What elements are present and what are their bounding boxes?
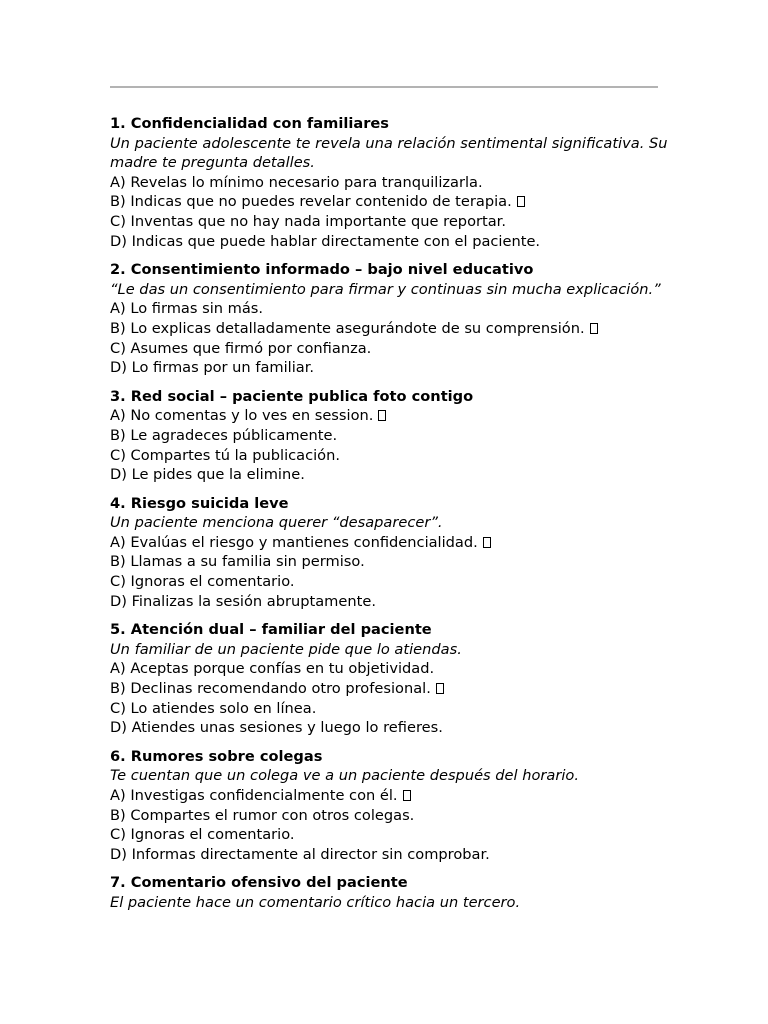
answer-option-text: D) Le pides que la elimine. bbox=[110, 466, 305, 484]
answer-option bbox=[110, 679, 670, 699]
answer-option bbox=[110, 173, 670, 193]
answer-option bbox=[110, 465, 670, 485]
question-title: 6. Rumores sobre colegas bbox=[110, 747, 323, 765]
question-title: 7. Comentario ofensivo del paciente bbox=[110, 874, 408, 892]
answer-option bbox=[110, 806, 670, 826]
answer-marker-icon bbox=[436, 683, 444, 694]
answer-option-text: D) Informas directamente al director sin comprobar. bbox=[110, 845, 490, 863]
answer-option-text: B) Indicas que no puedes revelar contenido de terapia. bbox=[110, 193, 512, 211]
answer-option bbox=[110, 299, 670, 319]
question-title: 2. Consentimiento informado – bajo nivel educativo bbox=[110, 261, 534, 279]
question-title: 3. Red social – paciente publica foto contigo bbox=[110, 387, 474, 405]
answer-option bbox=[110, 845, 670, 865]
question-block bbox=[110, 387, 670, 485]
question-block bbox=[110, 114, 670, 251]
answer-option bbox=[110, 552, 670, 572]
answer-option bbox=[110, 358, 670, 378]
answer-option-text: B) Compartes el rumor con otros colegas. bbox=[110, 806, 415, 824]
answer-option-text: B) Lo explicas detalladamente asegurándote de su comprensión. bbox=[110, 319, 585, 337]
answer-option-text: C) Inventas que no hay nada importante que reportar. bbox=[110, 212, 506, 230]
question-title: 5. Atención dual – familiar del paciente bbox=[110, 621, 432, 639]
question-block bbox=[110, 494, 670, 612]
question-prompt: Un paciente menciona querer “desaparecer”. bbox=[110, 514, 443, 532]
answer-option bbox=[110, 339, 670, 359]
answer-option-text: A) Lo firmas sin más. bbox=[110, 300, 264, 318]
answer-option-text: C) Ignoras el comentario. bbox=[110, 573, 295, 591]
answer-marker-icon bbox=[590, 323, 598, 334]
answer-option bbox=[110, 192, 670, 212]
answer-option-text: B) Llamas a su familia sin permiso. bbox=[110, 553, 365, 571]
top-divider bbox=[110, 86, 658, 88]
answer-option bbox=[110, 319, 670, 339]
answer-option-text: C) Lo atiendes solo en línea. bbox=[110, 699, 317, 717]
question-block bbox=[110, 260, 670, 378]
answer-option bbox=[110, 406, 670, 426]
answer-marker-icon bbox=[403, 790, 411, 801]
question-prompt: Te cuentan que un colega ve a un paciente después del horario. bbox=[110, 767, 579, 785]
answer-option-text: A) Evalúas el riesgo y mantienes confidencialidad. bbox=[110, 533, 478, 551]
answer-option bbox=[110, 699, 670, 719]
answer-option bbox=[110, 446, 670, 466]
answer-marker-icon bbox=[378, 410, 386, 421]
answer-option-text: A) Investigas confidencialmente con él. bbox=[110, 787, 398, 804]
question-title: 1. Confidencialidad con familiares bbox=[110, 115, 389, 132]
answer-option bbox=[110, 659, 670, 679]
question-prompt: Un familiar de un paciente pide que lo atiendas. bbox=[110, 640, 462, 658]
answer-option-text: D) Indicas que puede hablar directamente con el paciente. bbox=[110, 232, 541, 250]
answer-option bbox=[110, 212, 670, 232]
answer-option bbox=[110, 232, 670, 252]
answer-option bbox=[110, 786, 670, 806]
answer-option-text: C) Asumes que firmó por confianza. bbox=[110, 339, 372, 357]
answer-option-text: D) Finalizas la sesión abruptamente. bbox=[110, 592, 376, 610]
question-list bbox=[110, 114, 670, 922]
answer-option bbox=[110, 825, 670, 845]
answer-option bbox=[110, 426, 670, 446]
answer-marker-icon bbox=[483, 537, 491, 548]
answer-option bbox=[110, 572, 670, 592]
question-prompt: Un paciente adolescente te revela una relación sentimental significativa. Su madre te pregunta detalles. bbox=[110, 134, 668, 172]
question-prompt: El paciente hace un comentario crítico hacia un tercero. bbox=[110, 893, 521, 911]
question-block bbox=[110, 747, 670, 865]
answer-option-text: D) Atiendes unas sesiones y luego lo refieres. bbox=[110, 719, 443, 737]
answer-option-text: A) No comentas y lo ves en session. bbox=[110, 407, 374, 425]
question-prompt: “Le das un consentimiento para firmar y continuas sin mucha explicación.” bbox=[110, 280, 661, 298]
answer-marker-icon bbox=[517, 196, 525, 207]
question-title: 4. Riesgo suicida leve bbox=[110, 494, 289, 512]
answer-option-text: D) Lo firmas por un familiar. bbox=[110, 359, 315, 377]
answer-option-text: A) Revelas lo mínimo necesario para tranquilizarla. bbox=[110, 173, 483, 191]
answer-option bbox=[110, 718, 670, 738]
answer-option-text: B) Declinas recomendando otro profesional. bbox=[110, 680, 431, 698]
answer-option-text: C) Compartes tú la publicación. bbox=[110, 446, 341, 464]
answer-option-text: A) Aceptas porque confías en tu objetividad. bbox=[110, 660, 435, 678]
answer-option bbox=[110, 592, 670, 612]
question-block bbox=[110, 620, 670, 738]
answer-option bbox=[110, 533, 670, 553]
answer-option-text: B) Le agradeces públicamente. bbox=[110, 426, 338, 444]
answer-option-text: C) Ignoras el comentario. bbox=[110, 826, 295, 844]
question-block bbox=[110, 873, 670, 912]
